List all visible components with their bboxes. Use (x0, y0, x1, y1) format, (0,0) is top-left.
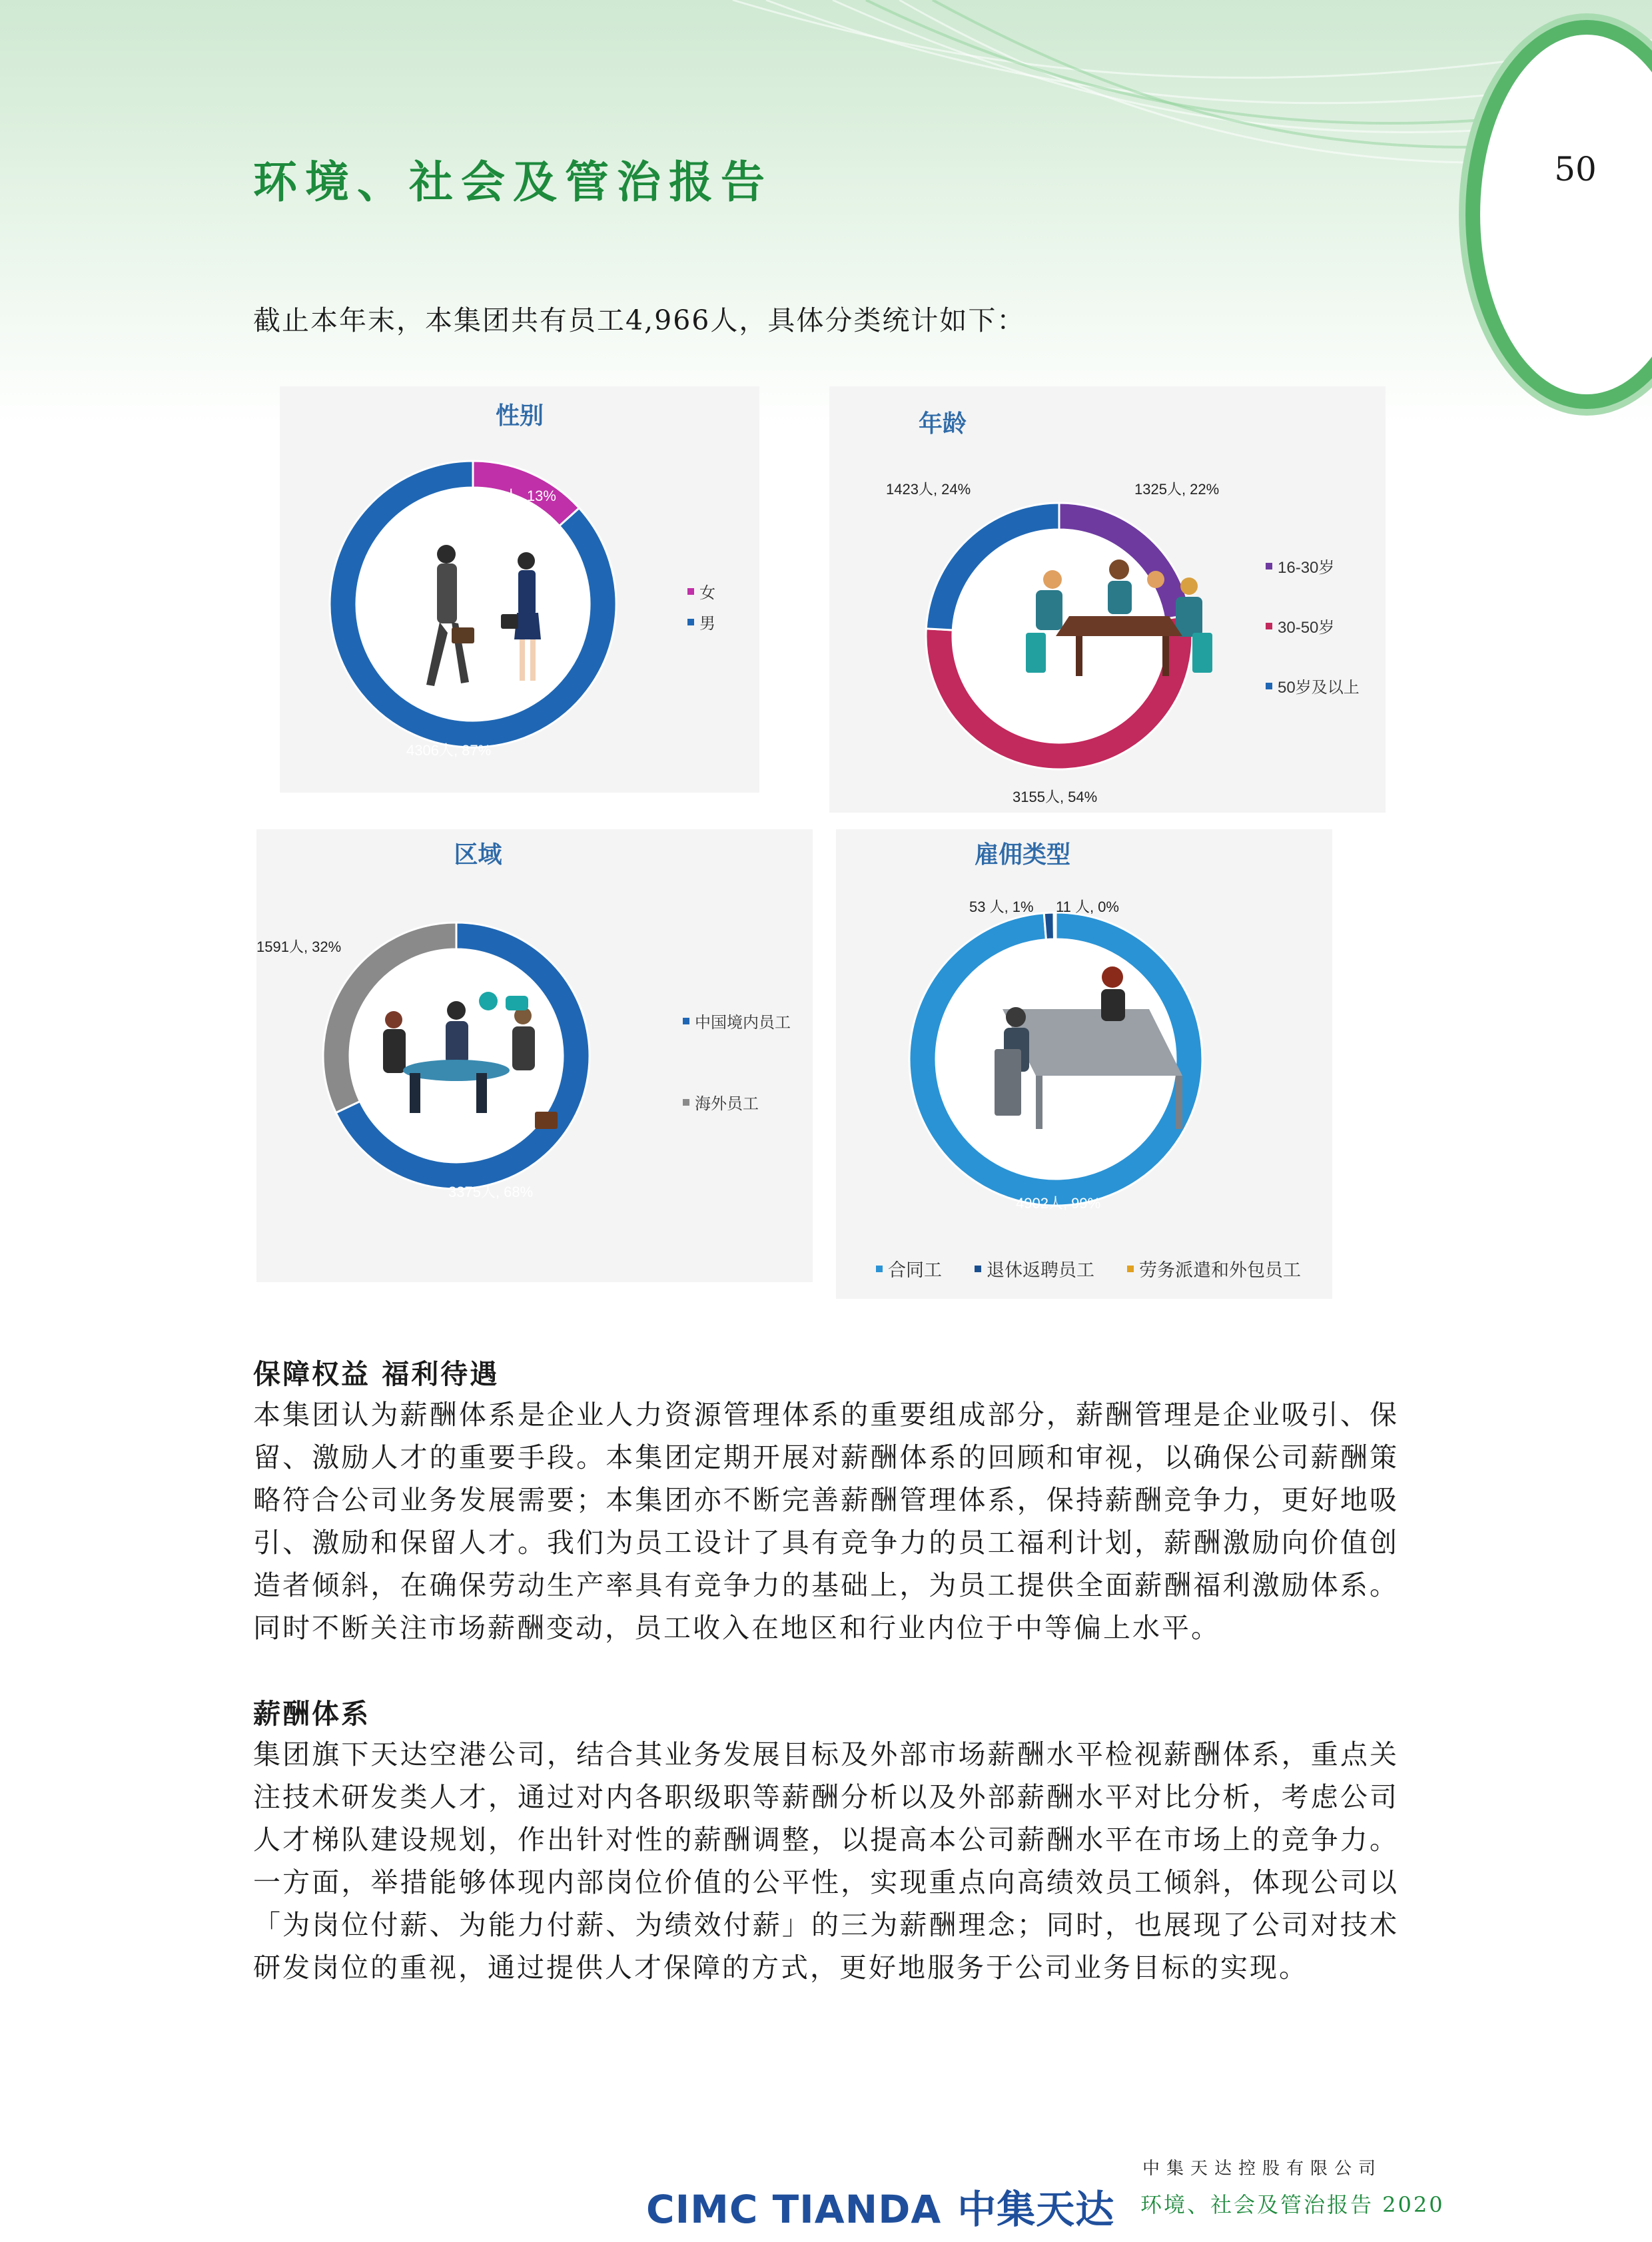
page-number: 50 (1554, 150, 1597, 188)
legend-swatch (1266, 623, 1272, 629)
legend-swatch (1266, 563, 1272, 569)
legend-age-16-30: 16-30岁 (1266, 554, 1334, 577)
compensation-section-heading: 薪酬体系 (253, 1698, 370, 1730)
footer-company-name: 中集天达控股有限公司 (1142, 2159, 1383, 2179)
legend-outsourced: 劳务派遣和外包员工 (1127, 1256, 1301, 1282)
intro-text: 截止本年末，本集团共有员工4,966人，具体分类统计如下： (253, 304, 1026, 336)
chart-title: 区域 (454, 841, 502, 869)
legend-overseas: 海外员工 (683, 1090, 759, 1114)
overseas-data-label: 1591人, 32% (256, 938, 342, 955)
donut-slice-2 (1054, 913, 1056, 939)
legend-swatch (687, 619, 694, 625)
donut-center (953, 530, 1166, 743)
logo-english: CIMC TIANDA (646, 2187, 942, 2232)
welfare-section-body: 本集团认为薪酬体系是企业人力资源管理体系的重要组成部分，薪酬管理是企业吸引、保留、激励人才的重要手段。本集团定期开展对薪酬体系的回顾和审视，以确保公司薪酬策略符合公司业务发展需要；本集团亦不断完善薪酬管理体系，保持薪酬竞争力，更好地吸引、激励和保留人才。我们为员工设计了具有竞争力的员工福利计划，薪酬激励向价值创造者倾斜，在确保劳动生产率具有竞争力的基础上，为员工提供全面薪酬福利激励体系。同时不断关注市场薪酬变动，员工收入在地区和行业内位于中等偏上水平。 (253, 1399, 1399, 1644)
legend-retired-rehired: 退休返聘员工 (975, 1256, 1094, 1282)
donut-center (936, 939, 1176, 1179)
female-data-label: 660人, 13% (480, 488, 556, 504)
legend-male: 男 (687, 610, 715, 633)
region-chart-panel (256, 829, 813, 1282)
contract-data-label: 4902人, 99% (1016, 1195, 1101, 1212)
legend-swatch (1266, 683, 1272, 689)
donut-center (356, 488, 590, 721)
age-30-50-data-label: 3155人, 54% (1013, 789, 1098, 805)
gender-chart-panel (280, 386, 759, 793)
legend-swatch (975, 1266, 981, 1272)
region-donut-chart (256, 829, 813, 1282)
legend-swatch (687, 588, 694, 595)
footer-report-title: 环境、社会及管治报告 2020 (1140, 2192, 1445, 2217)
legend-female: 女 (687, 579, 715, 603)
domestic-data-label: 3375人, 68% (448, 1184, 534, 1200)
report-title: 环境、社会及管治报告 (253, 157, 773, 208)
legend-swatch (683, 1099, 689, 1106)
company-logo (646, 2178, 1114, 2234)
compensation-section-body: 集团旗下天达空港公司，结合其业务发展目标及外部市场薪酬水平检视薪酬体系，重点关注技术研发类人才，通过对内各职级职等薪酬分析以及外部薪酬水平对比分析，考虑公司人才梯队建设规划，作出针对性的薪酬调整，以提高本公司薪酬水平在市场上的竞争力。一方面，举措能够体现内部岗位价值的公平性，实现重点向高绩效员工倾斜，体现公司以「为岗位付薪、为能力付薪、为绩效付薪」的三为薪酬理念；同时，也展现了公司对技术研发岗位的重视，通过提供人才保障的方式，更好地服务于公司业务目标的实现。 (253, 1738, 1399, 1984)
legend-domestic: 中国境内员工 (683, 1009, 791, 1032)
age-chart-panel (829, 386, 1386, 813)
age-donut-chart (829, 386, 1386, 813)
chart-title: 年龄 (918, 410, 967, 438)
outsourced-data-label: 11 人, 0% (1056, 899, 1119, 915)
chart-title: 雇佣类型 (974, 841, 1070, 869)
header-wave-decoration (0, 0, 1652, 426)
legend-swatch (876, 1266, 883, 1272)
employment-type-chart-panel (836, 829, 1332, 1299)
donut-slice-1 (1044, 913, 1054, 940)
age-16-30-data-label: 1325人, 22% (1134, 481, 1220, 498)
legend-swatch (683, 1018, 689, 1024)
logo-chinese: 中集天达 (957, 2187, 1115, 2232)
legend-age-30-50: 30-50岁 (1266, 614, 1334, 637)
age-50plus-data-label: 1423人, 24% (886, 481, 971, 498)
retired-rehired-data-label: 53 人, 1% (969, 899, 1034, 915)
donut-center (350, 949, 563, 1162)
welfare-section-heading: 保障权益 福利待遇 (253, 1358, 500, 1390)
legend-age-50plus: 50岁及以上 (1266, 674, 1360, 697)
legend-contract: 合同工 (876, 1256, 942, 1282)
legend-swatch (1127, 1266, 1134, 1272)
chart-title: 性别 (495, 402, 544, 430)
male-data-label: 4306人, 87% (406, 742, 492, 759)
